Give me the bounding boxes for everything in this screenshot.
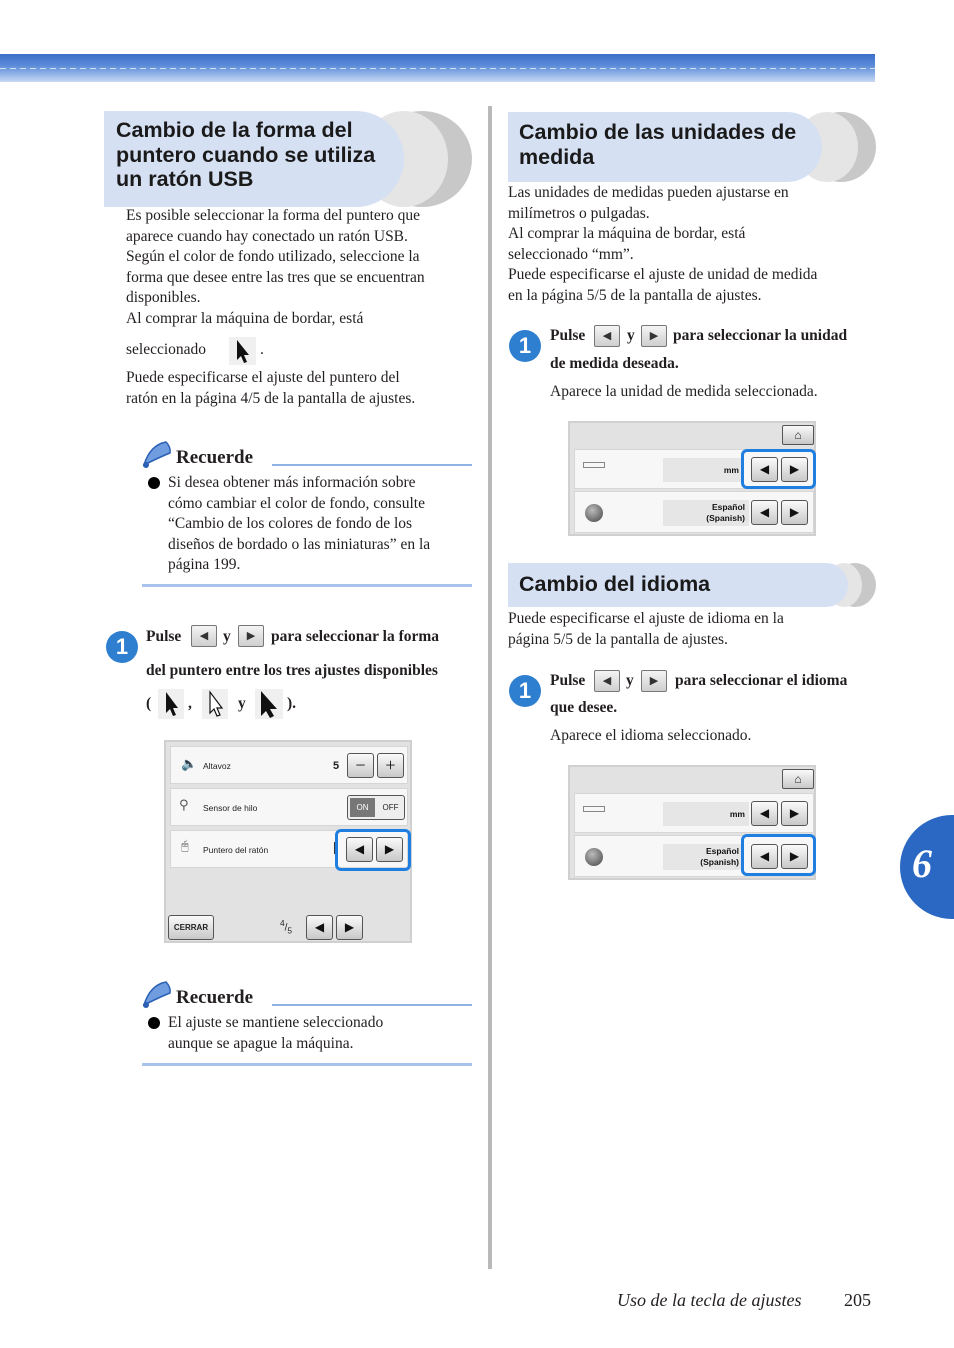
language-paragraph [508, 609, 878, 650]
text-line: diseños de bordado o las miniaturas” en la [168, 535, 431, 553]
column-divider [488, 106, 492, 1269]
step-pulse: Pulse [146, 628, 182, 645]
step-pulse: Pulse [550, 327, 586, 344]
step-y: y [223, 628, 231, 645]
recuerde-rule [272, 1004, 472, 1006]
setting-row-units [574, 793, 814, 833]
heading-line: Cambio de la forma del [116, 118, 353, 142]
right-arrow-button[interactable]: ▶ [238, 625, 264, 647]
right-arrow-button[interactable]: ▶ [641, 670, 667, 692]
toggle-on[interactable]: ON [350, 798, 375, 817]
globe-icon [585, 848, 603, 866]
section-heading-language: Cambio del idioma [519, 572, 711, 596]
heading-line: Cambio de las unidades de [519, 120, 797, 144]
home-button[interactable]: ⌂ [782, 425, 814, 445]
heading-line: medida [519, 144, 595, 169]
recuerde-text [168, 473, 478, 576]
text-line: seleccionado “mm”. [508, 245, 634, 263]
bell-icon [140, 439, 174, 474]
text-line: aunque se apague la máquina. [168, 1034, 354, 1052]
page-number: 205 [844, 1290, 871, 1310]
text-line: Si desea obtener más información sobre [168, 474, 416, 491]
footer-section-title: Uso de la tecla de ajustes [617, 1290, 802, 1310]
home-button[interactable]: ⌂ [782, 769, 814, 789]
bullet-dot [148, 1017, 160, 1029]
step-comma: , [188, 695, 192, 712]
close-button[interactable]: CERRAR [168, 915, 214, 940]
page-number: 4 [280, 918, 285, 928]
setting-label: Puntero del ratón [203, 845, 269, 855]
selected-label: seleccionado [126, 341, 207, 358]
text-line: Según el color de fondo utilizado, seleccione la [126, 248, 420, 265]
setting-label: Sensor de hilo [203, 803, 258, 813]
settings-screen-page4 [164, 740, 412, 943]
text-line: Al comprar la máquina de bordar, está [508, 225, 746, 242]
page-next-button[interactable]: ▶ [336, 915, 363, 940]
setting-row-speaker [170, 746, 408, 784]
highlight-box [741, 834, 816, 876]
language-english: (Spanish) [706, 513, 745, 523]
unit-value: mm [663, 802, 749, 826]
selected-suffix: . [260, 341, 264, 358]
pointer-arrow-large-icon [255, 689, 283, 719]
text-line: Puede especificarse el ajuste de unidad de medida [508, 266, 818, 283]
bell-icon [140, 979, 174, 1014]
language-english: (Spanish) [700, 857, 739, 867]
section-heading-units [519, 120, 796, 169]
settings-screen-units [568, 421, 816, 536]
language-value [663, 844, 743, 870]
recuerde-bottom-rule [142, 584, 472, 587]
language-next-button[interactable]: ▶ [781, 844, 808, 869]
section-heading-pointer [116, 118, 375, 192]
selected-line [126, 340, 206, 361]
volume-value: 5 [333, 760, 340, 772]
recuerde-title: Recuerde [176, 447, 254, 468]
intro2-paragraph [126, 368, 476, 409]
language-name: Español [705, 846, 739, 856]
units-paragraph [508, 183, 878, 306]
text-line: Las unidades de medidas pueden ajustarse en [508, 184, 789, 201]
recuerde-title: Recuerde [176, 987, 254, 1008]
chapter-number: 6 [912, 841, 932, 886]
left-arrow-button[interactable]: ◀ [594, 670, 620, 692]
page-total: 5 [287, 925, 293, 936]
ruler-icon [583, 462, 605, 468]
page-indicator: $^4/_5$ [280, 918, 293, 936]
text-line: en la página 5/5 de la pantalla de ajustes. [508, 286, 762, 304]
pointer-arrow-outline-icon [202, 689, 228, 719]
volume-plus-button[interactable]: + [377, 753, 404, 778]
left-arrow-button[interactable]: ◀ [191, 625, 217, 647]
volume-minus-button[interactable]: − [347, 753, 374, 778]
intro-paragraph [126, 206, 476, 329]
step-number: 1 [106, 631, 138, 663]
step-number: 1 [509, 330, 541, 362]
pointer-next-button[interactable]: ▶ [376, 837, 403, 862]
step-y: y [627, 327, 635, 344]
toggle-off[interactable]: OFF [382, 803, 399, 812]
right-arrow-button[interactable]: ▶ [641, 325, 667, 347]
text-line: página 5/5 de la pantalla de ajustes. [508, 630, 728, 648]
text-line: Es posible seleccionar la forma del puntero que [126, 207, 420, 224]
step-number: 1 [509, 675, 541, 707]
unit-value: mm [663, 458, 743, 482]
step-result: Aparece la unidad de medida seleccionada. [550, 383, 818, 400]
setting-label: Altavoz [203, 761, 231, 771]
language-prev-button[interactable]: ◀ [751, 844, 778, 869]
step-y: y [626, 672, 634, 689]
step-line2: de medida deseada. [550, 355, 679, 372]
bullet-dot [148, 477, 160, 489]
text-line: disponibles. [126, 289, 201, 306]
step-pulse: Pulse [550, 672, 586, 689]
step-paren-close: ). [287, 695, 297, 712]
step-y2: y [238, 695, 246, 712]
unit-prev-button[interactable]: ◀ [751, 457, 778, 482]
settings-screen-language [568, 765, 816, 880]
mouse-icon: 🖰 [181, 839, 189, 854]
speaker-icon: 🔈 [181, 757, 198, 772]
step-rest: para seleccionar la forma [271, 628, 440, 645]
step-rest: para seleccionar el idioma [675, 672, 848, 689]
step-line2: que desee. [550, 699, 618, 716]
language-name: Español [711, 502, 745, 512]
page-prev-button[interactable]: ◀ [306, 915, 333, 940]
unit-next-button[interactable]: ▶ [781, 801, 808, 826]
text-line: forma que desee entre las tres que se encuentran [126, 268, 425, 286]
step-rest: para seleccionar la unidad [673, 327, 848, 344]
unit-next-button[interactable]: ▶ [781, 457, 808, 482]
language-value [663, 500, 749, 526]
pointer-prev-button[interactable]: ◀ [346, 837, 373, 862]
recuerde-rule [272, 464, 472, 466]
recuerde-bottom-rule [142, 1063, 472, 1066]
left-arrow-button[interactable]: ◀ [594, 325, 620, 347]
text-line: Puede especificarse el ajuste de idioma en la [508, 610, 784, 627]
ruler-icon [583, 806, 605, 812]
setting-row-thread-sensor [170, 788, 408, 826]
thread-sensor-icon: ⚲ [179, 798, 189, 813]
setting-row-language [574, 491, 814, 533]
text-line: milímetros o pulgadas. [508, 204, 650, 222]
text-line: página 199. [168, 556, 241, 573]
text-line: Al comprar la máquina de bordar, está [126, 309, 364, 327]
text-line: ratón en la página 4/5 de la pantalla de ajustes. [126, 389, 416, 407]
text-line: aparece cuando hay conectado un ratón USB. [126, 227, 408, 245]
unit-prev-button[interactable]: ◀ [751, 801, 778, 826]
on-off-toggle[interactable] [347, 795, 405, 820]
step-paren-open: ( [146, 695, 152, 712]
text-line: cómo cambiar el color de fondo, consulte [168, 494, 425, 512]
text-line: Puede especificarse el ajuste del puntero del [126, 369, 400, 386]
step-result: Aparece el idioma seleccionado. [550, 727, 752, 744]
step-line2: del puntero entre los tres ajustes disponibles [146, 662, 438, 679]
top-decorative-band [0, 54, 875, 82]
pointer-arrow-black-icon [158, 689, 184, 719]
language-prev-button[interactable]: ◀ [751, 500, 778, 525]
text-line: “Cambio de los colores de fondo de los [168, 515, 413, 532]
highlight-box [741, 449, 816, 489]
heading-line: puntero cuando se utiliza [116, 142, 376, 167]
globe-icon [585, 504, 603, 522]
recuerde-text [168, 1013, 478, 1054]
text-line: El ajuste se mantiene seleccionado [168, 1014, 384, 1031]
language-next-button[interactable]: ▶ [781, 500, 808, 525]
heading-line: un ratón USB [116, 167, 254, 192]
pointer-arrow-icon [229, 337, 256, 365]
